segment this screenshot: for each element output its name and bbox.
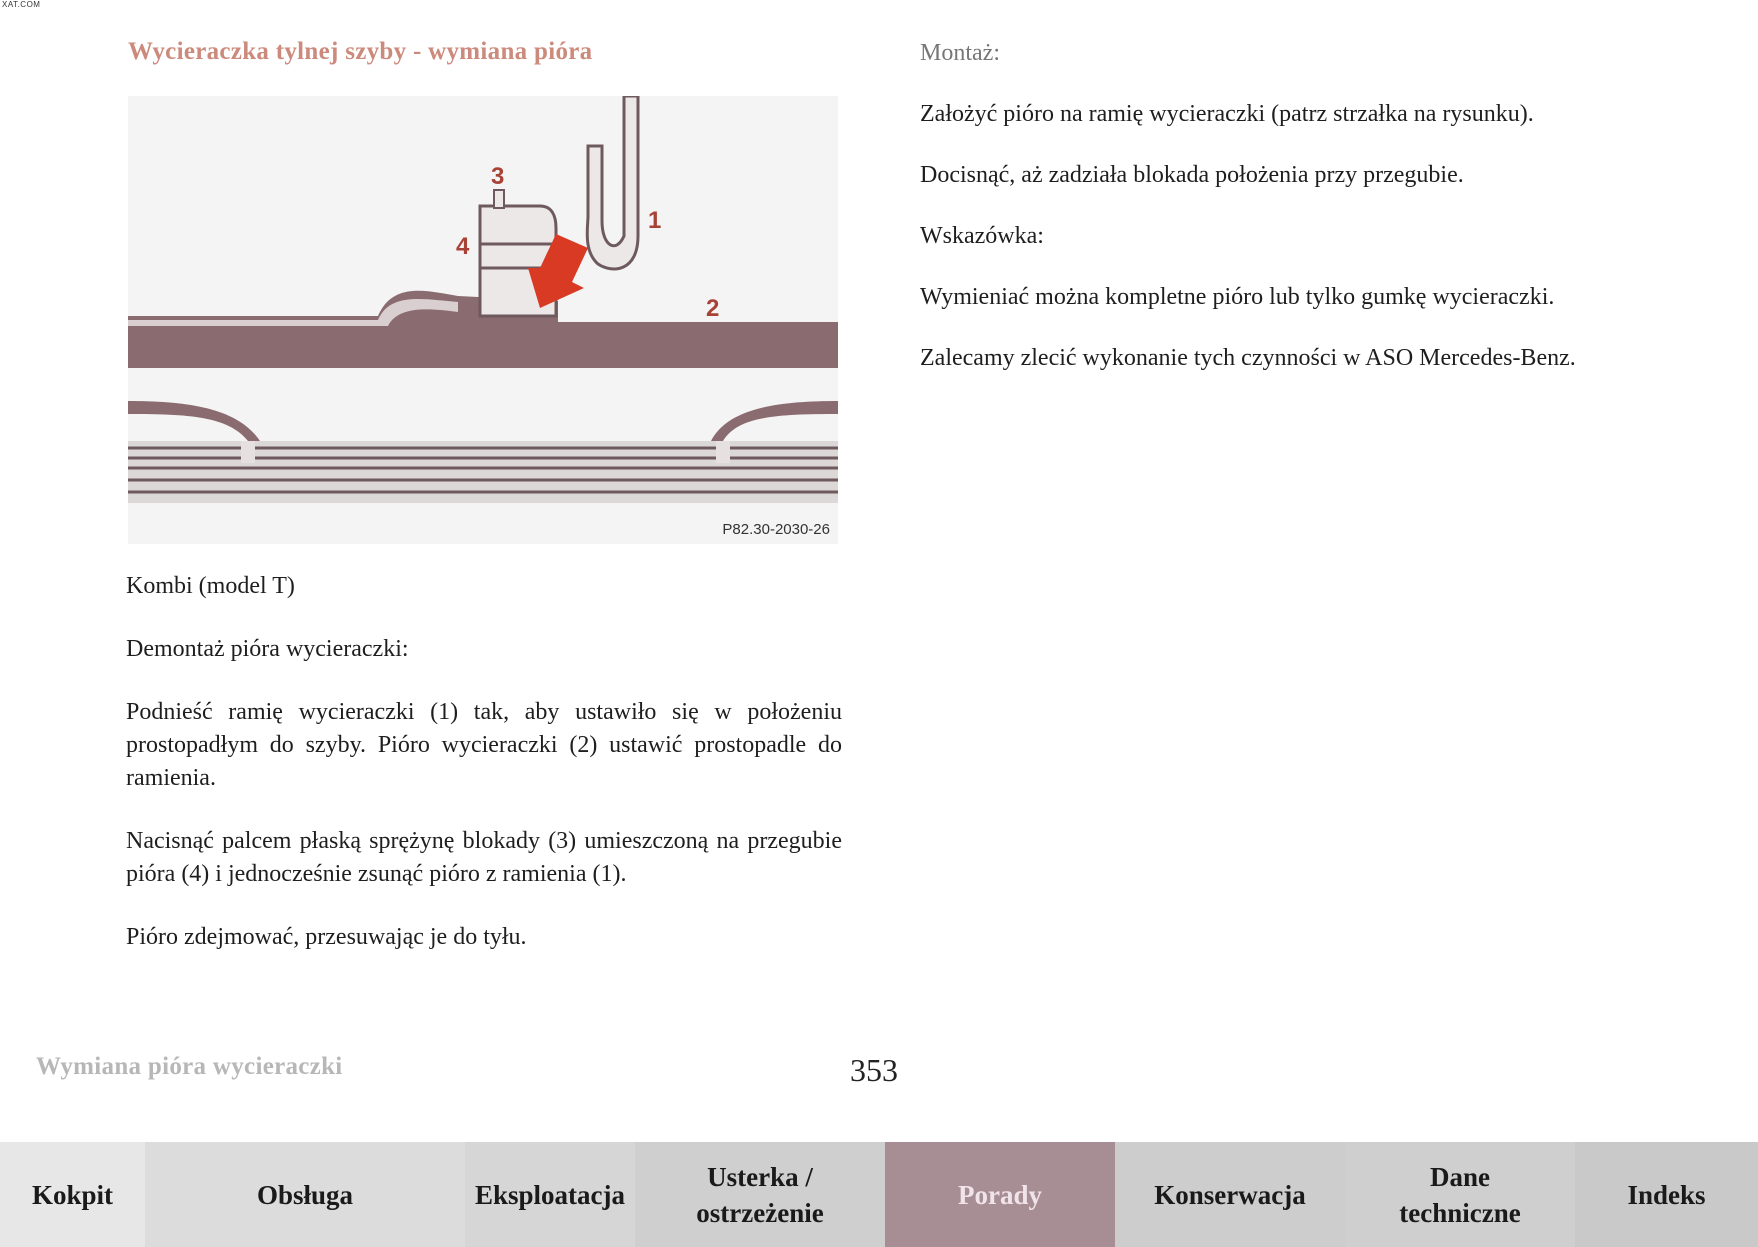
note-text-1: Wymieniać można kompletne pióro lub tylko gumkę wycieraczki. <box>920 284 1555 310</box>
tab-dane-techniczne[interactable] <box>1345 1142 1575 1247</box>
tab-kokpit[interactable]: Kokpit <box>0 1142 145 1247</box>
tab-eksploatacja[interactable]: Eksploatacja <box>465 1142 635 1247</box>
installation-step-1: Założyć pióro na ramię wycieraczki (patrz strzałka na rysunku). <box>920 101 1534 127</box>
right-column <box>920 38 1636 404</box>
tab-konserwacja[interactable]: Konserwacja <box>1115 1142 1345 1247</box>
callout-3: 3 <box>491 163 505 190</box>
tab-indeks[interactable]: Indeks <box>1575 1142 1758 1247</box>
corner-watermark: XAT.COM <box>2 0 41 9</box>
tab-usterka-ostrzezenie[interactable] <box>635 1142 885 1247</box>
right-blade-bracket <box>711 401 838 441</box>
wiper-illustration <box>128 96 838 544</box>
callout-1: 1 <box>648 207 662 234</box>
chapter-tab-bar <box>0 1142 1758 1247</box>
removal-step-2: Nacisnąć palcem płaską sprężynę blokady (3) umieszczoną na przegubie pióra (4) i jednocześnie zsunąć pióro z ramienia (1). <box>126 828 842 887</box>
tab-dane-label: Dane techniczne <box>1399 1161 1521 1228</box>
left-blade-bracket <box>128 401 260 441</box>
figure-caption: P82.30-2030-26 <box>722 521 830 538</box>
removal-step-1: Podnieść ramię wycieraczki (1) tak, aby ustawiło się w położeniu prostopadłym do szyby. Pióro wycieraczki (2) ustawić prostopadle do ramienia. <box>126 699 842 791</box>
left-clip <box>241 441 255 463</box>
page-number: 353 <box>850 1052 898 1088</box>
tab-porady[interactable]: Porady <box>885 1142 1115 1247</box>
installation-step-2: Docisnąć, aż zadziała blokada położenia przy przegubie. <box>920 162 1464 188</box>
callout-2: 2 <box>706 295 720 322</box>
tab-usterka-label: Usterka / ostrzeżenie <box>696 1161 824 1228</box>
locking-spring <box>494 190 504 208</box>
removal-heading: Demontaż pióra wycieraczki: <box>126 636 409 662</box>
tab-obsluga[interactable]: Obsługa <box>145 1142 465 1247</box>
model-paragraph: Kombi (model T) <box>126 573 295 599</box>
callout-4: 4 <box>456 233 470 260</box>
left-column <box>126 570 842 984</box>
lower-blade-frame <box>128 441 838 503</box>
note-heading: Wskazówka: <box>920 223 1044 249</box>
note-text-2: Zalecamy zlecić wykonanie tych czynności w ASO Mercedes-Benz. <box>920 345 1576 371</box>
wiper-arm <box>587 96 638 269</box>
installation-heading: Montaż: <box>920 40 1000 66</box>
right-clip <box>716 441 730 463</box>
footer-section-title: Wymiana pióra wycieraczki <box>36 1053 343 1080</box>
section-title: Wycieraczka tylnej szyby - wymiana pióra <box>128 38 593 65</box>
removal-step-3: Pióro zdejmować, przesuwając je do tyłu. <box>126 924 527 950</box>
wiper-drawing <box>128 96 838 544</box>
